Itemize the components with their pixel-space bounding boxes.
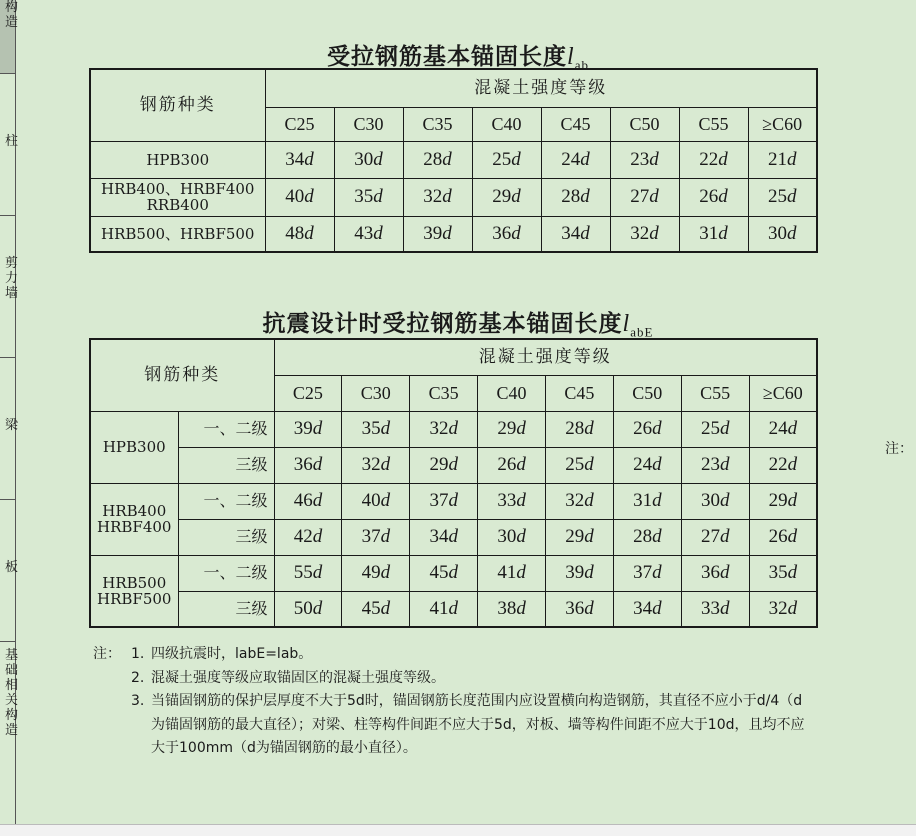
value-cell: 41d: [410, 591, 478, 627]
unit-d: d: [448, 597, 458, 619]
sidebar-tab-slab[interactable]: 板: [0, 500, 15, 642]
group-header: 混凝土强度等级: [265, 69, 817, 107]
unit-d: d: [442, 222, 452, 244]
grade-header: C50: [613, 375, 681, 411]
value-cell: 23d: [681, 447, 749, 483]
value-cell: 36d: [681, 555, 749, 591]
seismic-level-cell: 三级: [178, 447, 274, 483]
grade-header: ≥C60: [748, 107, 817, 141]
value-cell: 39d: [274, 411, 342, 447]
value-cell: 48d: [265, 216, 334, 252]
value-cell: 33d: [478, 483, 546, 519]
note-item: 2. 混凝土强度等级应取锚固区的混凝土强度等级。: [131, 669, 445, 686]
value-cell: 24d: [613, 447, 681, 483]
value-cell: 29d: [546, 519, 614, 555]
unit-d: d: [516, 490, 526, 511]
value-cell: 25d: [546, 447, 614, 483]
unit-d: d: [719, 490, 730, 511]
unit-d: d: [719, 597, 730, 619]
unit-d: d: [448, 526, 458, 547]
unit-d: d: [652, 526, 662, 547]
unit-d: d: [373, 148, 383, 170]
table2-title: 抗震设计时受拉钢筋基本锚固长度$l_{abE}$: [262, 311, 654, 340]
seismic-level-cell: 三级: [178, 591, 274, 627]
right-margin-note: 注：: [885, 441, 913, 457]
value-cell: 34d: [410, 519, 478, 555]
value-cell: 42d: [274, 519, 342, 555]
value-cell: 26d: [613, 411, 681, 447]
sidebar-tab-column[interactable]: 柱: [0, 74, 15, 216]
bar-type-cell: HPB300: [90, 411, 178, 483]
unit-d: d: [580, 148, 590, 170]
value-cell: 30d: [478, 519, 546, 555]
unit-d: d: [312, 454, 323, 475]
unit-d: d: [380, 597, 391, 619]
value-cell: 45d: [410, 555, 478, 591]
value-cell: 24d: [749, 411, 817, 447]
bottom-bar: [0, 824, 916, 836]
unit-d: d: [312, 490, 323, 511]
unit-d: d: [718, 222, 728, 244]
value-cell: 35d: [749, 555, 817, 591]
unit-d: d: [652, 597, 662, 619]
value-cell: 36d: [274, 447, 342, 483]
unit-d: d: [511, 186, 521, 207]
value-cell: 30d: [334, 141, 403, 178]
unit-d: d: [652, 454, 662, 475]
value-cell: 27d: [610, 178, 679, 216]
unit-d: d: [373, 222, 383, 244]
grade-header: C25: [274, 375, 342, 411]
unit-d: d: [649, 148, 659, 170]
table1-title: 受拉钢筋基本锚固长度$l_{ab}$: [327, 44, 589, 73]
unit-d: d: [516, 418, 526, 439]
value-cell: 29d: [472, 178, 541, 216]
value-cell: 31d: [679, 216, 748, 252]
sidebar-tab-foundation[interactable]: 基础相关构造: [4, 648, 18, 738]
value-cell: 49d: [342, 555, 410, 591]
value-cell: 37d: [342, 519, 410, 555]
table-row: [90, 447, 817, 483]
unit-d: d: [787, 562, 798, 583]
unit-d: d: [380, 562, 391, 583]
unit-d: d: [584, 562, 594, 583]
bar-type-cell: HPB300: [90, 141, 265, 178]
value-cell: 32d: [403, 178, 472, 216]
value-cell: 32d: [410, 411, 478, 447]
note-2-text: 混凝土强度等级应取锚固区的混凝土强度等级。: [151, 669, 445, 686]
value-cell: 36d: [472, 216, 541, 252]
value-cell: 32d: [546, 483, 614, 519]
unit-d: d: [584, 454, 594, 475]
unit-d: d: [304, 222, 314, 244]
table2-symbol-sub: abE: [630, 324, 654, 340]
value-cell: 43d: [334, 216, 403, 252]
value-cell: 25d: [748, 178, 817, 216]
unit-d: d: [373, 186, 383, 207]
value-cell: 45d: [342, 591, 410, 627]
grade-header: C30: [334, 107, 403, 141]
value-cell: 37d: [613, 555, 681, 591]
sidebar-tab-beam[interactable]: 梁: [0, 358, 15, 500]
unit-d: d: [719, 454, 730, 475]
value-cell: 50d: [274, 591, 342, 627]
unit-d: d: [584, 418, 594, 439]
value-cell: 28d: [403, 141, 472, 178]
table-row: [90, 555, 817, 591]
grade-header: C55: [681, 375, 749, 411]
value-cell: 34d: [265, 141, 334, 178]
unit-d: d: [448, 418, 458, 439]
notes-lead: 注：: [93, 646, 121, 662]
value-cell: 31d: [613, 483, 681, 519]
value-cell: 30d: [748, 216, 817, 252]
unit-d: d: [516, 597, 526, 619]
value-cell: 25d: [681, 411, 749, 447]
unit-d: d: [719, 562, 730, 583]
value-cell: 35d: [342, 411, 410, 447]
unit-d: d: [312, 418, 323, 439]
value-cell: 39d: [403, 216, 472, 252]
unit-d: d: [312, 526, 323, 547]
value-cell: 22d: [679, 141, 748, 178]
value-cell: 38d: [478, 591, 546, 627]
table1-symbol: l: [567, 44, 575, 70]
unit-d: d: [380, 418, 391, 439]
group-header: 混凝土强度等级: [274, 339, 817, 375]
unit-d: d: [787, 148, 797, 170]
unit-d: d: [511, 222, 521, 244]
grade-header: C35: [410, 375, 478, 411]
table-row: [90, 411, 817, 447]
value-cell: 55d: [274, 555, 342, 591]
value-cell: 29d: [410, 447, 478, 483]
value-cell: 35d: [334, 178, 403, 216]
unit-d: d: [516, 562, 526, 583]
value-cell: 34d: [613, 591, 681, 627]
grade-header: C55: [679, 107, 748, 141]
unit-d: d: [304, 148, 314, 170]
unit-d: d: [516, 526, 526, 547]
unit-d: d: [787, 418, 798, 439]
row-header: 钢筋种类: [90, 69, 265, 141]
unit-d: d: [584, 490, 594, 511]
unit-d: d: [312, 562, 323, 583]
grade-header: C45: [546, 375, 614, 411]
table-row: [90, 483, 817, 519]
value-cell: 34d: [541, 216, 610, 252]
unit-d: d: [516, 454, 526, 475]
unit-d: d: [649, 222, 659, 244]
unit-d: d: [380, 490, 391, 511]
unit-d: d: [448, 490, 458, 511]
unit-d: d: [787, 454, 798, 475]
unit-d: d: [787, 186, 797, 207]
unit-d: d: [584, 597, 594, 619]
unit-d: d: [580, 222, 590, 244]
unit-d: d: [787, 490, 798, 511]
table2-symbol: l: [622, 311, 631, 337]
value-cell: 26d: [749, 519, 817, 555]
unit-d: d: [718, 148, 728, 170]
unit-d: d: [787, 222, 797, 244]
value-cell: 21d: [748, 141, 817, 178]
unit-d: d: [304, 186, 314, 207]
table-row: [90, 141, 817, 178]
grade-header: C50: [610, 107, 679, 141]
note-item: 注： 1. 四级抗震时，labE=lab。: [93, 643, 813, 667]
value-cell: 33d: [681, 591, 749, 627]
unit-d: d: [442, 186, 452, 207]
sidebar-tab-construction[interactable]: 构造: [0, 0, 15, 74]
unit-d: d: [787, 597, 798, 619]
value-cell: 28d: [546, 411, 614, 447]
grade-header: C45: [541, 107, 610, 141]
unit-d: d: [652, 562, 662, 583]
table-row: [90, 591, 817, 627]
value-cell: 26d: [478, 447, 546, 483]
value-cell: 40d: [265, 178, 334, 216]
unit-d: d: [652, 490, 662, 511]
value-cell: 46d: [274, 483, 342, 519]
value-cell: 40d: [342, 483, 410, 519]
value-cell: 28d: [541, 178, 610, 216]
table-row: [90, 178, 817, 216]
unit-d: d: [787, 526, 798, 547]
bar-type-cell: HRB400、HRBF400 RRB400: [90, 178, 265, 216]
value-cell: 27d: [681, 519, 749, 555]
index-sidebar: [0, 0, 16, 835]
value-cell: 25d: [472, 141, 541, 178]
value-cell: 26d: [679, 178, 748, 216]
value-cell: 22d: [749, 447, 817, 483]
unit-d: d: [718, 186, 728, 207]
grade-header: C35: [403, 107, 472, 141]
value-cell: 29d: [749, 483, 817, 519]
unit-d: d: [448, 454, 458, 475]
grade-header: C25: [265, 107, 334, 141]
grade-header: C30: [342, 375, 410, 411]
unit-d: d: [719, 418, 730, 439]
seismic-level-cell: 一、二级: [178, 411, 274, 447]
unit-d: d: [380, 526, 391, 547]
note-1-text: 四级抗震时，labE=lab。: [151, 646, 313, 662]
value-cell: 32d: [342, 447, 410, 483]
table-row: [90, 216, 817, 252]
value-cell: 23d: [610, 141, 679, 178]
table-row: [90, 519, 817, 555]
bar-type-cell: HRB400 HRBF400: [90, 483, 178, 555]
value-cell: 39d: [546, 555, 614, 591]
grade-header: ≥C60: [749, 375, 817, 411]
bar-type-cell: HRB500、HRBF500: [90, 216, 265, 252]
unit-d: d: [580, 186, 590, 207]
sidebar-tab-shear-wall[interactable]: 剪力墙: [0, 216, 15, 358]
value-cell: 30d: [681, 483, 749, 519]
unit-d: d: [511, 148, 521, 170]
unit-d: d: [719, 526, 730, 547]
seismic-anchorage-table: [89, 338, 818, 628]
seismic-level-cell: 一、二级: [178, 555, 274, 591]
unit-d: d: [652, 418, 662, 439]
unit-d: d: [442, 148, 452, 170]
unit-d: d: [380, 454, 391, 475]
grade-header: C40: [472, 107, 541, 141]
grade-header: C40: [478, 375, 546, 411]
unit-d: d: [584, 526, 594, 547]
unit-d: d: [649, 186, 659, 207]
seismic-level-cell: 一、二级: [178, 483, 274, 519]
value-cell: 41d: [478, 555, 546, 591]
note-item: 3. 当锚固钢筋的保护层厚度不大于5d时，锚固钢筋长度范围内应设置横向构造钢筋，其直径不应小于d/4（d为锚固钢筋的最大直径）；对梁、柱等构件间距不应大于5d，对板、墙等构件间距不应大于10d，且均不应大于100mm（d为锚固钢筋的最小直径）。: [131, 693, 805, 756]
unit-d: d: [312, 597, 323, 619]
table1-symbol-sub: ab: [574, 57, 589, 73]
notes: [93, 643, 813, 761]
value-cell: 29d: [478, 411, 546, 447]
unit-d: d: [448, 562, 458, 583]
bar-type-cell: HRB500 HRBF500: [90, 555, 178, 627]
note-3-text: 当锚固钢筋的保护层厚度不大于5d时，锚固钢筋长度范围内应设置横向构造钢筋，其直径不应小于d/4（d为锚固钢筋的最大直径）；对梁、柱等构件间距不应大于5d，对板、墙等构件间距不应大于10d，且均不应大于100mm（d为锚固钢筋的最小直径）。: [151, 693, 805, 756]
value-cell: 32d: [749, 591, 817, 627]
value-cell: 28d: [613, 519, 681, 555]
value-cell: 32d: [610, 216, 679, 252]
seismic-level-cell: 三级: [178, 519, 274, 555]
basic-anchorage-table: [89, 68, 818, 253]
row-header: 钢筋种类: [90, 339, 274, 411]
value-cell: 36d: [546, 591, 614, 627]
value-cell: 24d: [541, 141, 610, 178]
value-cell: 37d: [410, 483, 478, 519]
